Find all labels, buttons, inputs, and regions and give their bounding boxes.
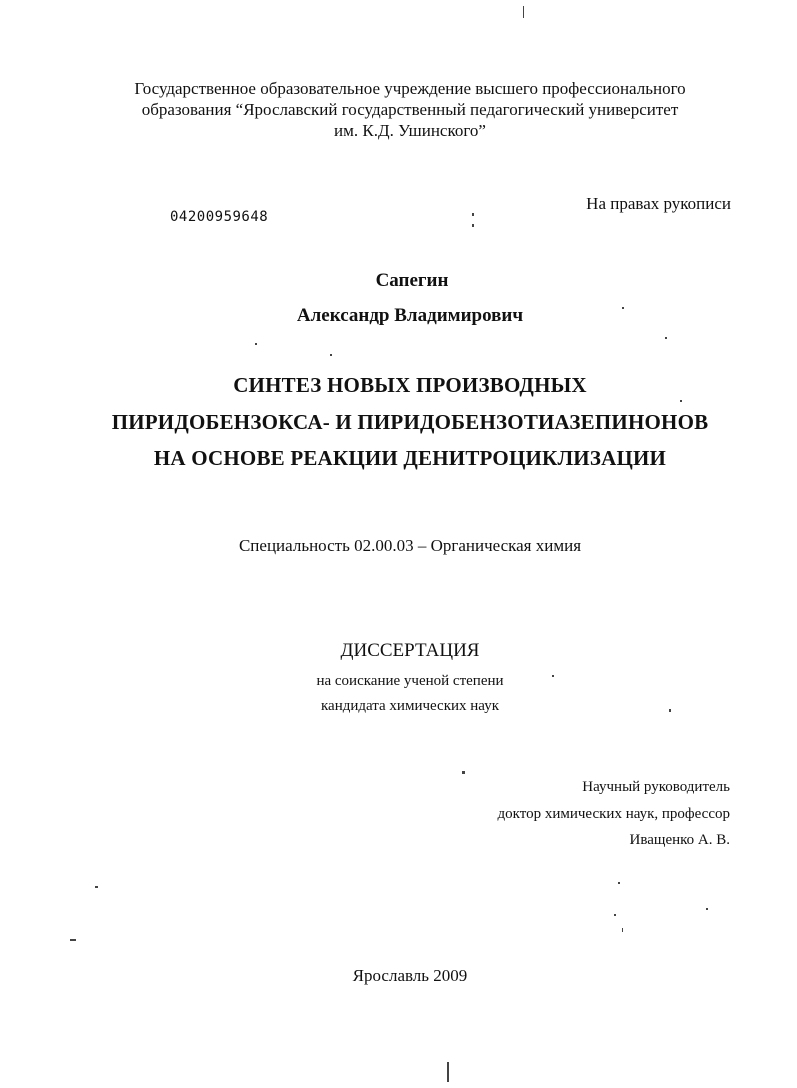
scan-speck xyxy=(669,709,671,712)
degree-line-2: кандидата химических наук xyxy=(320,698,499,714)
scan-speck xyxy=(447,1062,449,1082)
institution-line-3: им. К.Д. Ушинского” xyxy=(334,121,486,140)
title-line-3: НА ОСНОВЕ РЕАКЦИИ ДЕНИТРОЦИКЛИЗАЦИИ xyxy=(153,446,667,470)
manuscript-note: На правах рукописи xyxy=(586,194,731,213)
author-given-names: Александр Владимирович xyxy=(296,305,524,326)
scan-speck xyxy=(706,908,708,910)
scan-speck xyxy=(330,354,332,356)
catalog-code: 04200959648 xyxy=(170,209,269,225)
scan-speck xyxy=(462,771,465,774)
scan-speck xyxy=(618,882,620,884)
institution-header xyxy=(60,78,760,141)
specialty: Специальность 02.00.03 – Органическая химия xyxy=(238,536,582,555)
scan-speck xyxy=(523,6,524,18)
document-type: ДИССЕРТАЦИЯ xyxy=(340,640,480,661)
scan-speck xyxy=(255,343,257,345)
scan-speck xyxy=(472,224,474,227)
degree-line-1: на соискание ученой степени xyxy=(316,673,504,689)
scan-speck xyxy=(614,914,616,916)
supervisor-label: Научный руководитель xyxy=(582,779,730,795)
place-year: Ярославль 2009 xyxy=(352,966,468,985)
scan-speck xyxy=(95,886,98,888)
scan-speck xyxy=(622,307,624,309)
institution-line-1: Государственное образовательное учреждение высшего профессионального xyxy=(134,79,686,98)
title-line-2: ПИРИДОБЕНЗОКСА- И ПИРИДОБЕНЗОТИАЗЕПИНОНОВ xyxy=(111,410,709,434)
scan-speck xyxy=(70,939,76,941)
institution-line-2: образования “Ярославский государственный педагогический университет xyxy=(141,100,679,119)
scan-speck xyxy=(680,400,682,402)
author-surname: Сапегин xyxy=(375,270,449,291)
scan-speck xyxy=(472,213,474,216)
title-line-1: СИНТЕЗ НОВЫХ ПРОИЗВОДНЫХ xyxy=(233,373,587,397)
scan-speck xyxy=(622,928,623,932)
supervisor-name: Иващенко А. В. xyxy=(629,832,730,848)
supervisor-position: доктор химических наук, профессор xyxy=(497,806,730,822)
scan-speck xyxy=(552,675,554,677)
scan-speck xyxy=(665,337,667,339)
